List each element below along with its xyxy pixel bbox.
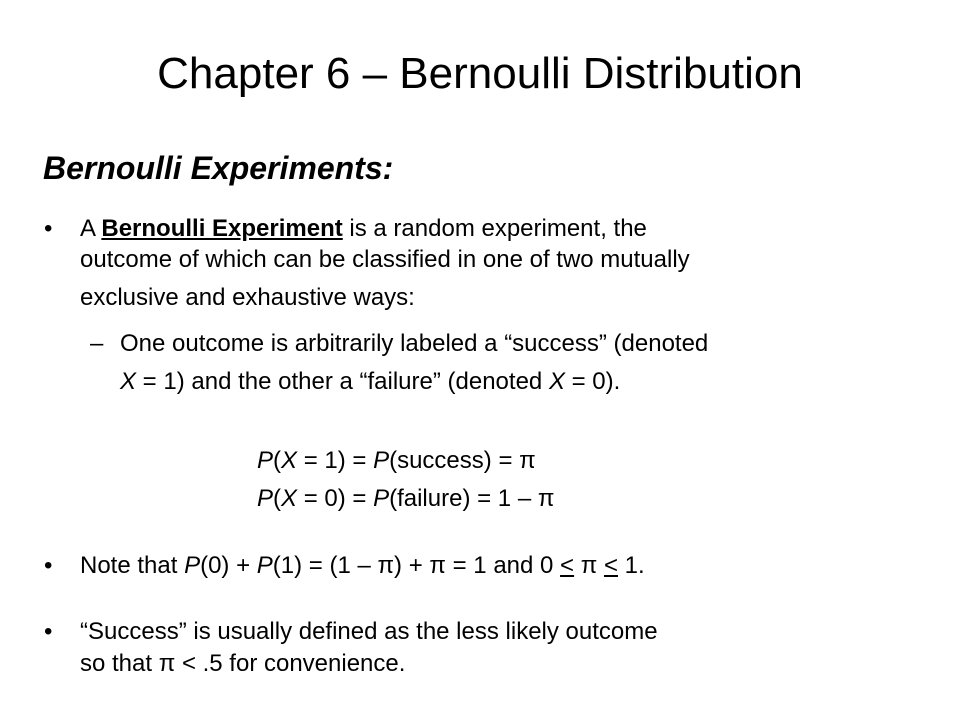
text-span: = 0).: [564, 368, 621, 395]
text-span: Note that: [80, 552, 185, 579]
leq-symbol: <: [560, 552, 575, 579]
text-span: (success) = π: [389, 447, 536, 474]
bullet-icon: •: [44, 215, 53, 242]
slide-title: Chapter 6 – Bernoulli Distribution: [157, 49, 803, 98]
prob-p: P: [256, 552, 273, 579]
bullet-2-line-1: [80, 550, 645, 581]
bullet-icon: •: [44, 552, 53, 579]
prob-p: P: [184, 552, 201, 579]
formula-success: [257, 445, 536, 476]
bullet-icon: •: [44, 618, 53, 645]
sub-bullet-line-1: One outcome is arbitrarily labeled a “success” (denoted: [120, 330, 709, 357]
sub-bullet-line-2: [120, 366, 620, 397]
text-span: π: [574, 552, 604, 579]
variable-x: X: [281, 485, 298, 512]
leq-symbol: <: [603, 552, 618, 579]
bullet-1-line-2: outcome of which can be classified in one of two mutually: [80, 246, 690, 273]
variable-x: X: [548, 368, 565, 395]
text-span: (failure) = 1 – π: [389, 485, 555, 512]
defined-term: Bernoulli Experiment: [101, 215, 343, 242]
text-span: = 0) =: [297, 485, 374, 512]
bullet-1-line-3: exclusive and exhaustive ways:: [80, 284, 415, 311]
prob-p: P: [257, 447, 274, 474]
bullet-1-line-1: [80, 213, 647, 244]
variable-x: X: [281, 447, 298, 474]
text-span: = 1) and the other a “failure” (denoted: [136, 368, 549, 395]
bullet-3-line-1: “Success” is usually defined as the less likely outcome: [80, 618, 658, 645]
prob-p: P: [257, 485, 274, 512]
formula-failure: [257, 483, 554, 514]
text-span: (: [273, 485, 282, 512]
text-span: is a random experiment, the: [342, 215, 647, 242]
dash-bullet-icon: –: [90, 330, 104, 357]
prob-p: P: [373, 447, 390, 474]
text-span: 1.: [617, 552, 645, 579]
text-span: (1) = (1 – π) + π = 1 and 0: [272, 552, 561, 579]
prob-p: P: [373, 485, 390, 512]
text-span: (0) +: [200, 552, 257, 579]
text-span: A: [80, 215, 102, 242]
variable-x: X: [120, 368, 137, 395]
text-span: = 1) =: [297, 447, 374, 474]
text-span: (: [273, 447, 282, 474]
section-heading: Bernoulli Experiments:: [43, 150, 394, 186]
bullet-3-line-2: so that π < .5 for convenience.: [80, 650, 406, 677]
